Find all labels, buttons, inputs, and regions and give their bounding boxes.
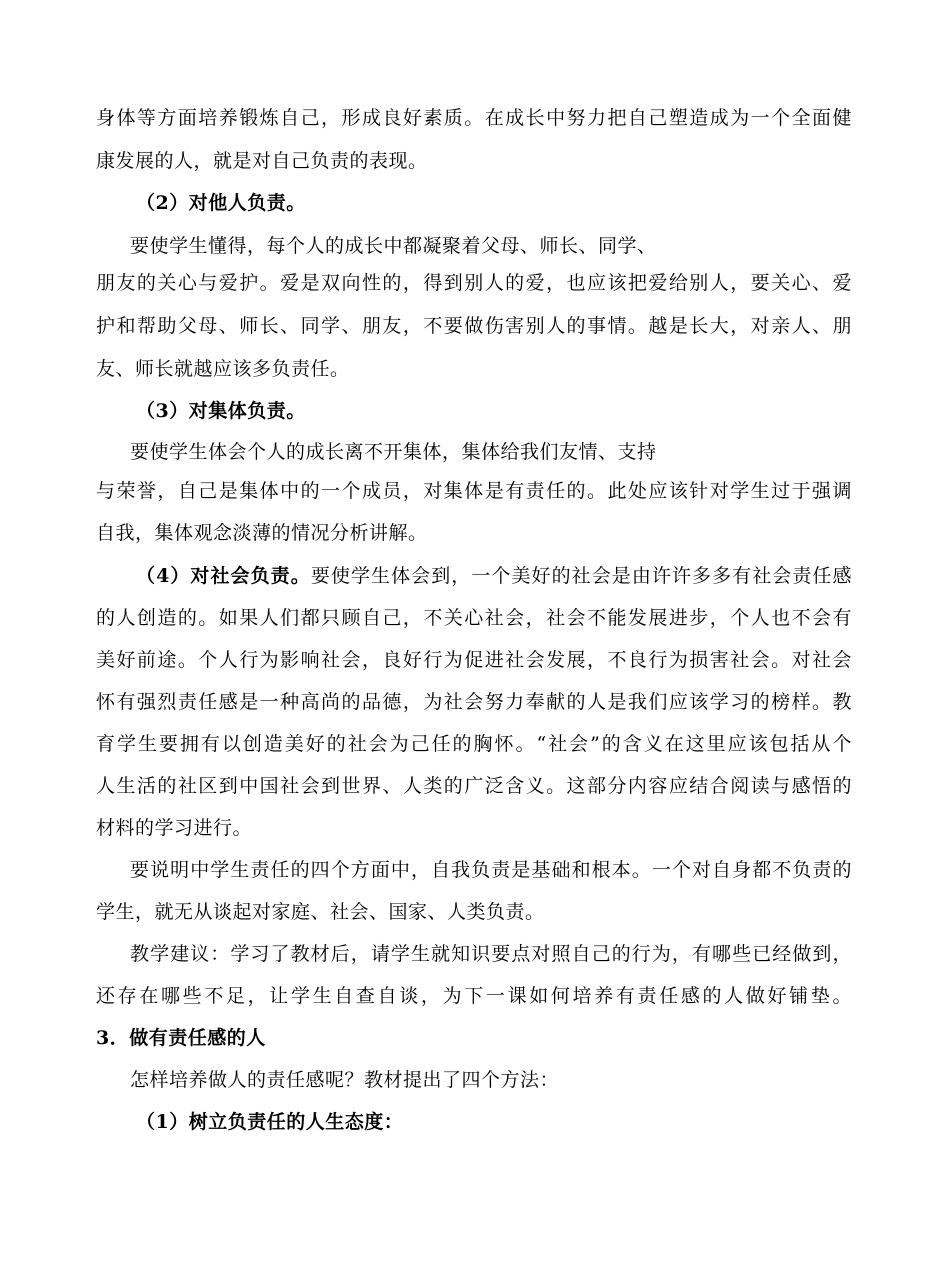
paragraph-line [136, 564, 852, 588]
paragraph-line: 人生活的社区到中国社会到世界、人类的广泛含义。这部分内容应结合阅读与感悟的 [96, 775, 852, 797]
paragraph-line: 要使学生懂得，每个人的成长中都凝聚着父母、师长、同学、 [130, 235, 657, 257]
paragraph-line: 友、师长就越应该多负责任。 [96, 358, 350, 380]
paragraph-line: 的人创造的。如果人们都只顾自己，不关心社会，社会不能发展进步，个人也不会有 [96, 607, 852, 629]
paragraph-line: 还存在哪些不足，让学生自查自谈，为下一课如何培养有责任感的人做好铺垫。 [96, 985, 852, 1007]
section-heading: 3．做有责任感的人 [96, 1027, 266, 1049]
paragraph-line: 与荣誉，自己是集体中的一个成员，对集体是有责任的。此处应该针对学生过于强调 [96, 480, 852, 502]
paragraph-line: 身体等方面培养锻炼自己，形成良好素质。在成长中努力把自己塑造成为一个全面健 [96, 107, 852, 129]
paragraph-line: 要说明中学生责任的四个方面中，自我负责是基础和根本。一个对自身都不负责的 [130, 859, 852, 881]
paragraph-line: 朋友的关心与爱护。爱是双向性的，得到别人的爱，也应该把爱给别人，要关心、爱 [96, 272, 852, 294]
section-heading-inline: （4）对社会负责。 [136, 565, 311, 587]
section-heading: （3）对集体负责。 [136, 400, 306, 422]
paragraph-line: 育学生要拥有以创造美好的社会为己任的胸怀。“社会”的含义在这里应该包括从个 [96, 733, 852, 755]
section-heading: （2）对他人负责。 [136, 192, 306, 214]
paragraph-line: 怀有强烈责任感是一种高尚的品德，为社会努力奉献的人是我们应该学习的榜样。教 [96, 691, 852, 713]
paragraph-line: 怎样培养做人的责任感呢？教材提出了四个方法： [130, 1069, 560, 1091]
paragraph-text: 要使学生体会到，一个美好的社会是由许许多多有社会责任感 [310, 565, 852, 587]
paragraph-line: 材料的学习进行。 [96, 817, 253, 839]
paragraph-line: 康发展的人，就是对自己负责的表现。 [96, 150, 428, 172]
paragraph-line: 自我，集体观念淡薄的情况分析讲解。 [96, 522, 428, 544]
paragraph-line: 学生，就无从谈起对家庭、社会、国家、人类负责。 [96, 901, 545, 923]
paragraph-line: 要使学生体会个人的成长离不开集体，集体给我们友情、支持 [130, 441, 657, 463]
paragraph-line: 美好前途。个人行为影响社会，良好行为促进社会发展，不良行为损害社会。对社会 [96, 649, 852, 671]
paragraph-line: 教学建议：学习了教材后，请学生就知识要点对照自己的行为，有哪些已经做到， [130, 943, 852, 965]
paragraph-line: 护和帮助父母、师长、同学、朋友，不要做伤害别人的事情。越是长大，对亲人、朋 [96, 315, 852, 337]
section-heading: （1）树立负责任的人生态度： [136, 1111, 404, 1133]
